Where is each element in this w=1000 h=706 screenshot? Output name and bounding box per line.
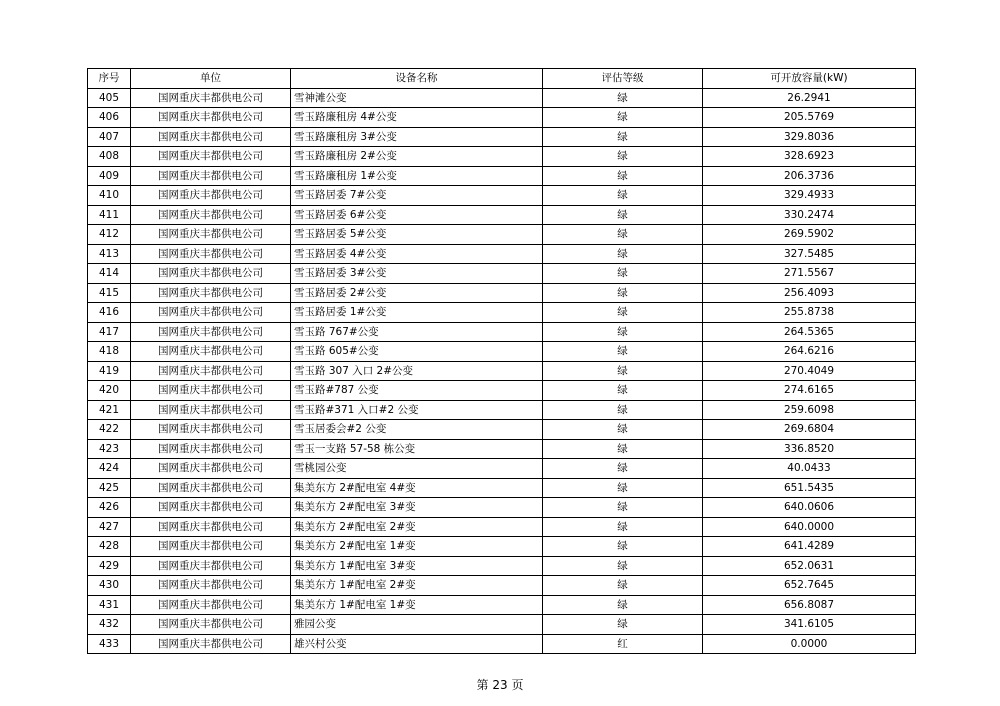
cell-index: 432: [88, 615, 131, 635]
cell-capacity: 651.5435: [703, 478, 916, 498]
cell-capacity: 26.2941: [703, 88, 916, 108]
cell-rating: 绿: [543, 322, 703, 342]
cell-rating: 绿: [543, 498, 703, 518]
cell-index: 418: [88, 342, 131, 362]
page-number: 第 23 页: [476, 678, 524, 692]
cell-index: 428: [88, 537, 131, 557]
cell-capacity: 327.5485: [703, 244, 916, 264]
cell-device-name: 雪玉路居委 5#公变: [291, 225, 543, 245]
table-header-row: [88, 69, 916, 89]
cell-index: 413: [88, 244, 131, 264]
cell-index: 414: [88, 264, 131, 284]
cell-capacity: 0.0000: [703, 634, 916, 654]
table-body: [88, 88, 916, 654]
table-row: [88, 205, 916, 225]
cell-rating: 绿: [543, 186, 703, 206]
cell-unit: 国网重庆丰都供电公司: [131, 556, 291, 576]
table-row: [88, 322, 916, 342]
table-row: [88, 400, 916, 420]
table-row: [88, 88, 916, 108]
cell-capacity: 40.0433: [703, 459, 916, 479]
cell-index: 407: [88, 127, 131, 147]
cell-index: 408: [88, 147, 131, 167]
cell-index: 420: [88, 381, 131, 401]
table-row: [88, 556, 916, 576]
cell-device-name: 雄兴村公变: [291, 634, 543, 654]
table-row: [88, 342, 916, 362]
cell-rating: 绿: [543, 147, 703, 167]
cell-index: 409: [88, 166, 131, 186]
cell-unit: 国网重庆丰都供电公司: [131, 322, 291, 342]
cell-unit: 国网重庆丰都供电公司: [131, 342, 291, 362]
cell-capacity: 269.6804: [703, 420, 916, 440]
cell-unit: 国网重庆丰都供电公司: [131, 517, 291, 537]
cell-device-name: 集美东方 1#配电室 2#变: [291, 576, 543, 596]
table-row: [88, 498, 916, 518]
cell-index: 429: [88, 556, 131, 576]
table-row: [88, 225, 916, 245]
cell-unit: 国网重庆丰都供电公司: [131, 420, 291, 440]
cell-capacity: 652.0631: [703, 556, 916, 576]
cell-unit: 国网重庆丰都供电公司: [131, 381, 291, 401]
table-row: [88, 420, 916, 440]
table-row: [88, 478, 916, 498]
cell-capacity: 329.4933: [703, 186, 916, 206]
cell-index: 425: [88, 478, 131, 498]
cell-device-name: 雪神滩公变: [291, 88, 543, 108]
cell-unit: 国网重庆丰都供电公司: [131, 88, 291, 108]
cell-unit: 国网重庆丰都供电公司: [131, 576, 291, 596]
cell-capacity: 206.3736: [703, 166, 916, 186]
cell-device-name: 雪玉路居委 4#公变: [291, 244, 543, 264]
cell-rating: 绿: [543, 381, 703, 401]
cell-device-name: 雪玉路居委 6#公变: [291, 205, 543, 225]
cell-rating: 绿: [543, 478, 703, 498]
cell-device-name: 集美东方 2#配电室 2#变: [291, 517, 543, 537]
cell-rating: 绿: [543, 400, 703, 420]
cell-capacity: 328.6923: [703, 147, 916, 167]
cell-unit: 国网重庆丰都供电公司: [131, 264, 291, 284]
cell-unit: 国网重庆丰都供电公司: [131, 498, 291, 518]
cell-capacity: 259.6098: [703, 400, 916, 420]
cell-unit: 国网重庆丰都供电公司: [131, 205, 291, 225]
cell-device-name: 雪玉路居委 1#公变: [291, 303, 543, 323]
cell-rating: 绿: [543, 595, 703, 615]
cell-capacity: 274.6165: [703, 381, 916, 401]
table-row: [88, 264, 916, 284]
cell-unit: 国网重庆丰都供电公司: [131, 478, 291, 498]
cell-capacity: 329.8036: [703, 127, 916, 147]
cell-device-name: 雪玉路 307 入口 2#公变: [291, 361, 543, 381]
table-row: [88, 166, 916, 186]
header-device-name: 设备名称: [291, 69, 543, 89]
table-row: [88, 303, 916, 323]
cell-rating: 绿: [543, 342, 703, 362]
cell-capacity: 640.0606: [703, 498, 916, 518]
table-row: [88, 283, 916, 303]
cell-rating: 绿: [543, 615, 703, 635]
cell-device-name: 雪玉路#371 入口#2 公变: [291, 400, 543, 420]
cell-index: 415: [88, 283, 131, 303]
cell-rating: 绿: [543, 556, 703, 576]
cell-device-name: 集美东方 2#配电室 1#变: [291, 537, 543, 557]
table-row: [88, 381, 916, 401]
cell-unit: 国网重庆丰都供电公司: [131, 186, 291, 206]
cell-device-name: 雪玉路#787 公变: [291, 381, 543, 401]
cell-rating: 绿: [543, 537, 703, 557]
cell-rating: 绿: [543, 420, 703, 440]
cell-unit: 国网重庆丰都供电公司: [131, 166, 291, 186]
cell-device-name: 雅园公变: [291, 615, 543, 635]
cell-index: 405: [88, 88, 131, 108]
cell-capacity: 336.8520: [703, 439, 916, 459]
cell-index: 416: [88, 303, 131, 323]
cell-device-name: 雪玉路 767#公变: [291, 322, 543, 342]
cell-index: 433: [88, 634, 131, 654]
cell-capacity: 256.4093: [703, 283, 916, 303]
cell-unit: 国网重庆丰都供电公司: [131, 147, 291, 167]
cell-unit: 国网重庆丰都供电公司: [131, 400, 291, 420]
cell-unit: 国网重庆丰都供电公司: [131, 595, 291, 615]
cell-index: 422: [88, 420, 131, 440]
header-rating: 评估等级: [543, 69, 703, 89]
cell-unit: 国网重庆丰都供电公司: [131, 615, 291, 635]
table-row: [88, 439, 916, 459]
cell-device-name: 雪玉路廉租房 1#公变: [291, 166, 543, 186]
cell-capacity: 640.0000: [703, 517, 916, 537]
cell-unit: 国网重庆丰都供电公司: [131, 244, 291, 264]
cell-unit: 国网重庆丰都供电公司: [131, 361, 291, 381]
cell-device-name: 雪玉路居委 7#公变: [291, 186, 543, 206]
cell-device-name: 雪玉路居委 2#公变: [291, 283, 543, 303]
table-row: [88, 517, 916, 537]
cell-rating: 绿: [543, 576, 703, 596]
cell-device-name: 雪玉路廉租房 4#公变: [291, 108, 543, 128]
cell-unit: 国网重庆丰都供电公司: [131, 634, 291, 654]
header-unit: 单位: [131, 69, 291, 89]
cell-device-name: 雪玉路廉租房 2#公变: [291, 147, 543, 167]
cell-rating: 绿: [543, 303, 703, 323]
table-row: [88, 127, 916, 147]
table-row: [88, 615, 916, 635]
cell-capacity: 641.4289: [703, 537, 916, 557]
cell-rating: 绿: [543, 244, 703, 264]
cell-rating: 绿: [543, 108, 703, 128]
header-capacity: 可开放容量(kW): [703, 69, 916, 89]
cell-unit: 国网重庆丰都供电公司: [131, 283, 291, 303]
cell-index: 406: [88, 108, 131, 128]
cell-index: 423: [88, 439, 131, 459]
cell-index: 430: [88, 576, 131, 596]
cell-capacity: 652.7645: [703, 576, 916, 596]
table-row: [88, 537, 916, 557]
table-row: [88, 576, 916, 596]
cell-device-name: 雪玉路廉租房 3#公变: [291, 127, 543, 147]
cell-rating: 绿: [543, 166, 703, 186]
cell-device-name: 雪玉路居委 3#公变: [291, 264, 543, 284]
cell-unit: 国网重庆丰都供电公司: [131, 225, 291, 245]
cell-rating: 绿: [543, 225, 703, 245]
cell-device-name: 雪玉居委会#2 公变: [291, 420, 543, 440]
cell-rating: 红: [543, 634, 703, 654]
header-index: 序号: [88, 69, 131, 89]
table-row: [88, 244, 916, 264]
cell-unit: 国网重庆丰都供电公司: [131, 303, 291, 323]
cell-index: 426: [88, 498, 131, 518]
cell-index: 419: [88, 361, 131, 381]
cell-device-name: 集美东方 2#配电室 4#变: [291, 478, 543, 498]
cell-capacity: 264.5365: [703, 322, 916, 342]
cell-capacity: 264.6216: [703, 342, 916, 362]
cell-capacity: 656.8087: [703, 595, 916, 615]
cell-rating: 绿: [543, 127, 703, 147]
cell-capacity: 270.4049: [703, 361, 916, 381]
cell-index: 421: [88, 400, 131, 420]
table-row: [88, 595, 916, 615]
cell-capacity: 205.5769: [703, 108, 916, 128]
cell-unit: 国网重庆丰都供电公司: [131, 108, 291, 128]
table-row: [88, 147, 916, 167]
cell-device-name: 集美东方 1#配电室 3#变: [291, 556, 543, 576]
cell-capacity: 271.5567: [703, 264, 916, 284]
cell-rating: 绿: [543, 205, 703, 225]
table-row: [88, 459, 916, 479]
cell-rating: 绿: [543, 264, 703, 284]
cell-unit: 国网重庆丰都供电公司: [131, 127, 291, 147]
cell-index: 411: [88, 205, 131, 225]
table-row: [88, 634, 916, 654]
cell-capacity: 341.6105: [703, 615, 916, 635]
cell-index: 427: [88, 517, 131, 537]
cell-device-name: 雪桃园公变: [291, 459, 543, 479]
cell-index: 431: [88, 595, 131, 615]
cell-unit: 国网重庆丰都供电公司: [131, 459, 291, 479]
table-row: [88, 108, 916, 128]
cell-rating: 绿: [543, 361, 703, 381]
cell-rating: 绿: [543, 517, 703, 537]
cell-index: 424: [88, 459, 131, 479]
table-row: [88, 186, 916, 206]
cell-index: 417: [88, 322, 131, 342]
cell-rating: 绿: [543, 459, 703, 479]
cell-device-name: 雪玉一支路 57-58 栋公变: [291, 439, 543, 459]
cell-rating: 绿: [543, 439, 703, 459]
cell-unit: 国网重庆丰都供电公司: [131, 537, 291, 557]
cell-device-name: 集美东方 2#配电室 3#变: [291, 498, 543, 518]
table-row: [88, 361, 916, 381]
cell-device-name: 雪玉路 605#公变: [291, 342, 543, 362]
capacity-table: [87, 68, 916, 654]
cell-unit: 国网重庆丰都供电公司: [131, 439, 291, 459]
cell-index: 410: [88, 186, 131, 206]
cell-rating: 绿: [543, 88, 703, 108]
cell-rating: 绿: [543, 283, 703, 303]
cell-device-name: 集美东方 1#配电室 1#变: [291, 595, 543, 615]
cell-capacity: 255.8738: [703, 303, 916, 323]
capacity-table-container: [87, 68, 915, 654]
cell-capacity: 330.2474: [703, 205, 916, 225]
cell-capacity: 269.5902: [703, 225, 916, 245]
cell-index: 412: [88, 225, 131, 245]
